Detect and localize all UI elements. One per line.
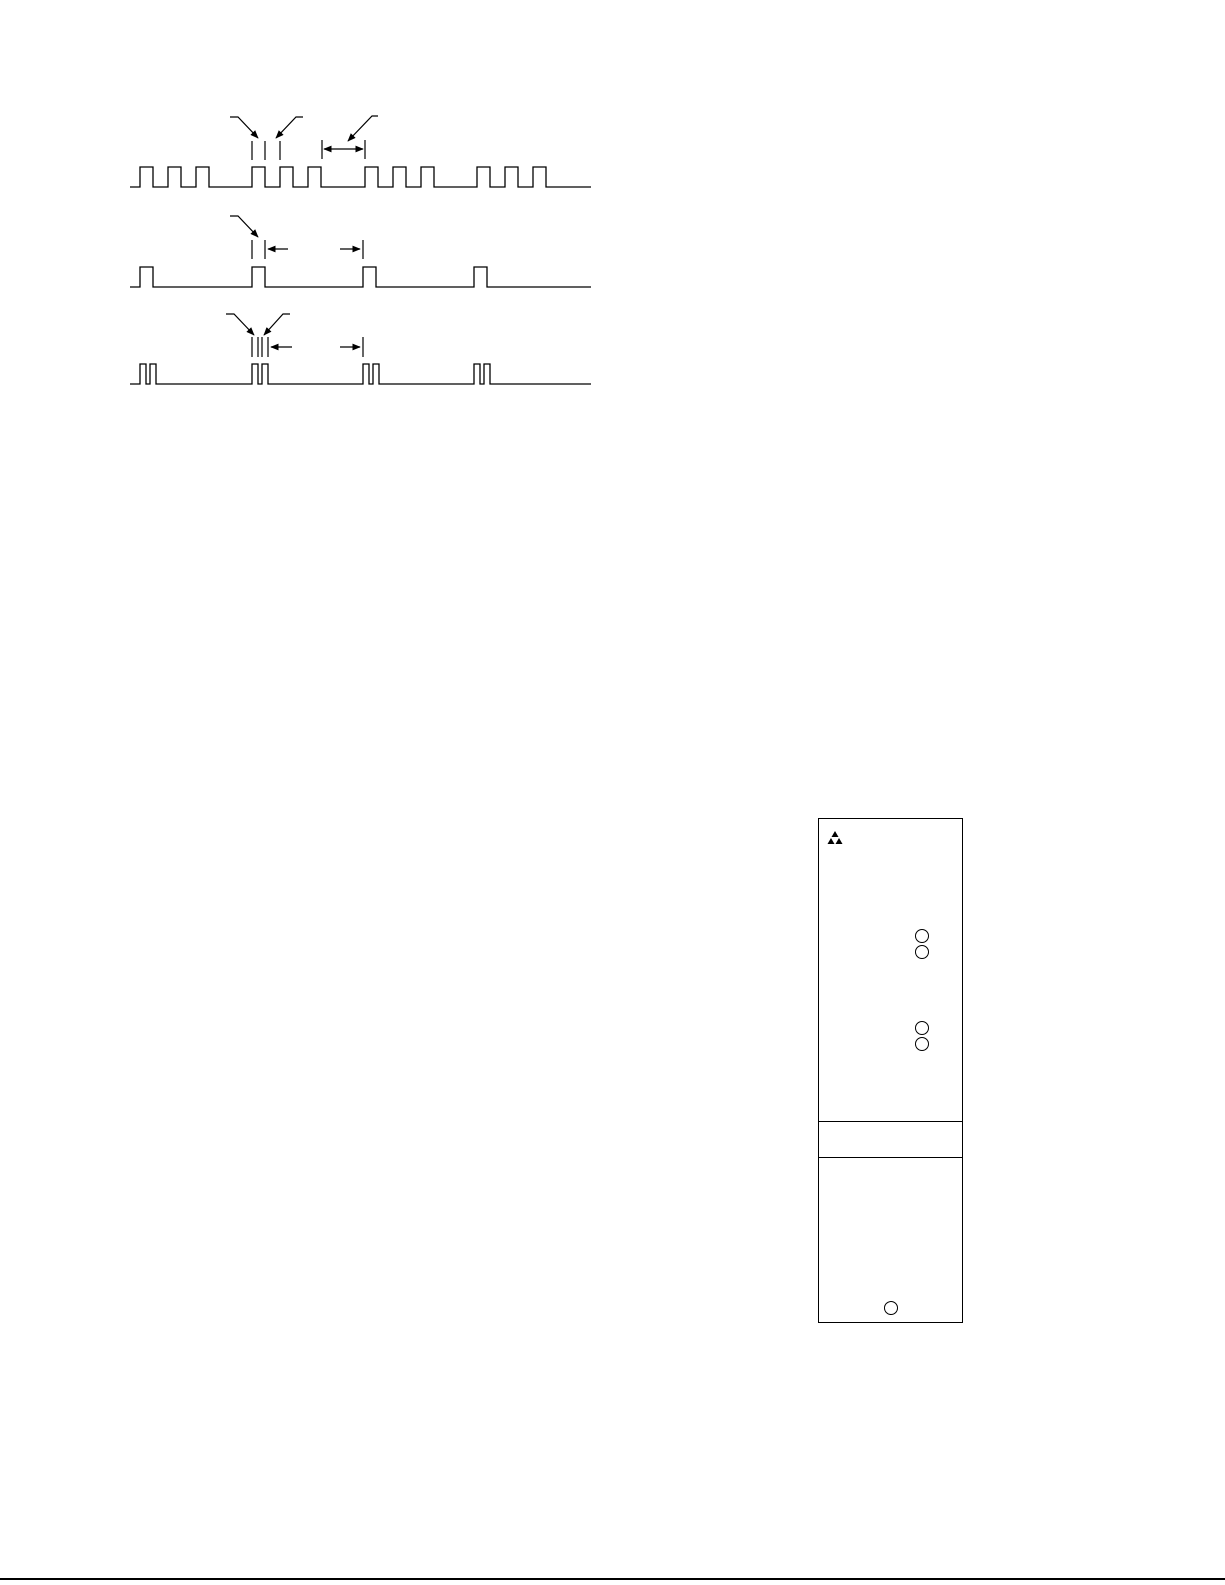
reference-circle	[915, 945, 929, 959]
page-bottom-rule	[0, 1578, 1225, 1580]
hazard-triangle-icon	[827, 831, 843, 845]
double-pulse-annotations	[226, 314, 363, 357]
reference-circle	[884, 1301, 898, 1315]
reference-circle	[915, 1037, 929, 1051]
spec-panel	[818, 818, 963, 1323]
reference-circle	[915, 929, 929, 943]
reference-circle	[915, 1021, 929, 1035]
waveform-double-pulse	[130, 364, 591, 384]
panel-divider	[819, 1157, 962, 1158]
pulse-train-annotations	[230, 116, 378, 160]
panel-divider	[819, 1121, 962, 1122]
waveform-pulse-train	[130, 167, 591, 187]
timing-diagram	[0, 0, 640, 410]
single-pulse-annotations	[230, 216, 363, 259]
waveform-single-pulse	[130, 267, 591, 287]
